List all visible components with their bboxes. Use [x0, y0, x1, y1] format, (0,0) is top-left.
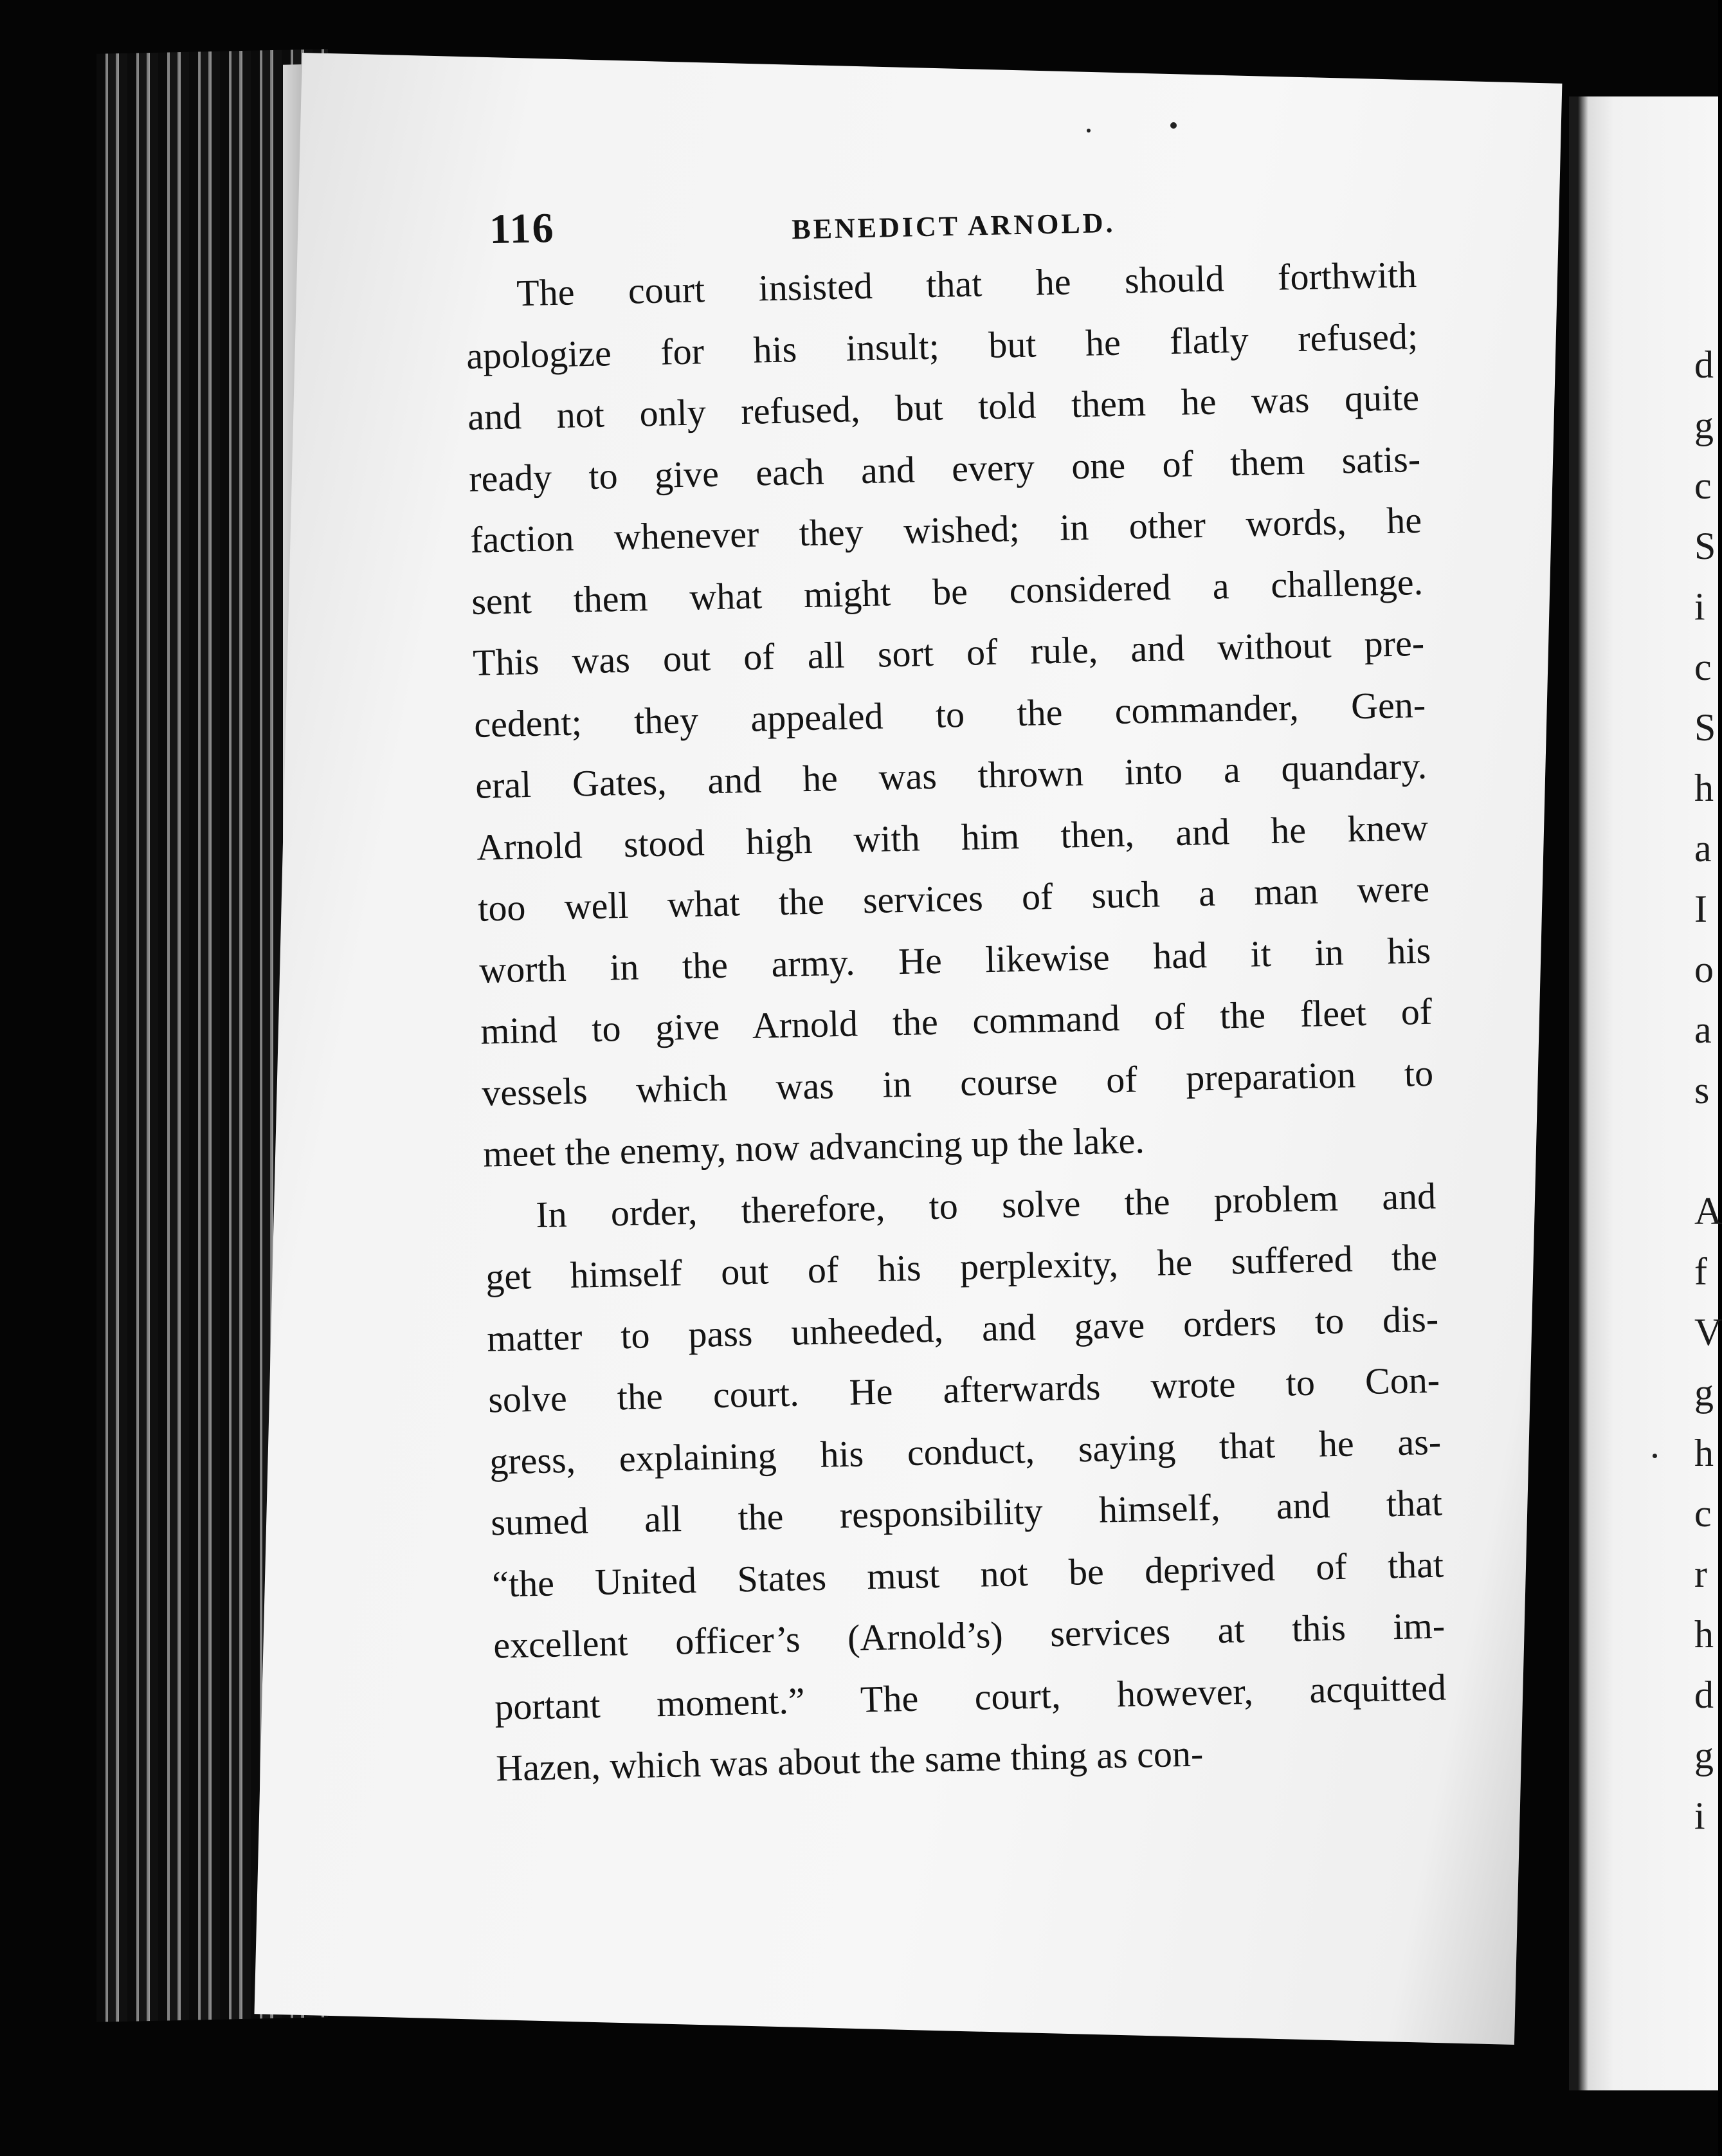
facing-page-letter: c: [1694, 464, 1712, 507]
facing-page-letter: V: [1694, 1311, 1722, 1353]
text-line: apologize for his insult; but he flatly refused;: [466, 315, 1418, 377]
text-line: meet the enemy, now advancing up the lake.: [482, 1119, 1145, 1175]
facing-page-letter: A: [1694, 1190, 1722, 1232]
text-line: matter to pass unheeded, and gave orders to dis-: [486, 1297, 1439, 1360]
scan-speck: [1087, 129, 1091, 132]
facing-page-letter: r: [1694, 1553, 1707, 1595]
text-line: Arnold stood high with him then, and he knew: [476, 806, 1429, 868]
text-line: too well what the services of such a man were: [477, 867, 1430, 929]
text-line: solve the court. He afterwards wrote to Con-: [487, 1358, 1440, 1421]
text-line: ready to give each and every one of them satis-: [468, 437, 1421, 500]
text-line: faction whenever they wished; in other words, he: [469, 498, 1422, 561]
text-line: This was out of all sort of rule, and without pre-: [472, 621, 1425, 684]
text-line: In order, therefore, to solve the problem and: [535, 1174, 1437, 1236]
facing-page-letter: c: [1694, 646, 1712, 688]
text-line: The court insisted that he should forthwith: [516, 253, 1417, 315]
facing-page-letter: g: [1694, 1734, 1714, 1777]
facing-page-letter: g: [1694, 404, 1714, 446]
text-line: sumed all the responsibility himself, and that: [490, 1481, 1443, 1544]
page-number: 116: [489, 205, 556, 253]
facing-page-letter: h: [1694, 1432, 1714, 1474]
facing-page-letter: o: [1694, 948, 1714, 991]
text-line: Hazen, which was about the same thing as con-: [495, 1732, 1204, 1789]
text-line: cedent; they appealed to the commander, Gen-: [473, 683, 1426, 745]
facing-page-letter: [1694, 1120, 1720, 1181]
facing-page-letters: [1694, 334, 1720, 1846]
paragraph-2: [484, 1165, 1448, 1799]
facing-page-letter: s: [1694, 1069, 1710, 1111]
facing-page-letter: a: [1694, 827, 1712, 870]
text-line: vessels which was in course of preparation to: [481, 1052, 1434, 1114]
text-line: mind to give Arnold the command of the fleet of: [480, 990, 1433, 1052]
scan-speck: [1653, 1454, 1657, 1458]
facing-page-letter: S: [1694, 525, 1716, 567]
header-title: BENEDICT ARNOLD.: [791, 206, 1116, 246]
facing-page-letter: c: [1694, 1492, 1712, 1535]
facing-page-letter: d: [1694, 343, 1714, 386]
facing-page-letter: I: [1694, 888, 1707, 930]
text-line: portant moment.” The court, however, acquitted: [494, 1665, 1447, 1728]
facing-page-letter: i: [1694, 585, 1705, 628]
facing-page-letter: a: [1694, 1009, 1712, 1051]
facing-page-letter: h: [1694, 1613, 1714, 1656]
text-line: get himself out of his perplexity, he suffered the: [485, 1236, 1438, 1298]
facing-page-letter: d: [1694, 1674, 1714, 1716]
text-line: eral Gates, and he was thrown into a quandary.: [475, 744, 1427, 807]
facing-page-letter: i: [1694, 1795, 1705, 1837]
text-line: gress, explaining his conduct, saying that he as-: [489, 1420, 1442, 1483]
text-line: excellent officer’s (Arnold’s) services at this im-: [493, 1604, 1446, 1667]
text-line: and not only refused, but told them he was quite: [467, 376, 1420, 438]
facing-page-letter: f: [1694, 1250, 1707, 1293]
text-line: “the United States must not be deprived of that: [491, 1543, 1444, 1605]
text-line: sent them what might be considered a challenge.: [471, 560, 1424, 623]
page-content: [463, 173, 1448, 1799]
scan-speck: [1170, 122, 1177, 129]
text-line: worth in the army. He likewise had it in his: [478, 929, 1431, 991]
facing-page-letter: g: [1694, 1371, 1714, 1414]
facing-page-letter: S: [1694, 706, 1716, 749]
paragraph-1: [464, 244, 1435, 1185]
facing-page-letter: h: [1694, 767, 1714, 809]
